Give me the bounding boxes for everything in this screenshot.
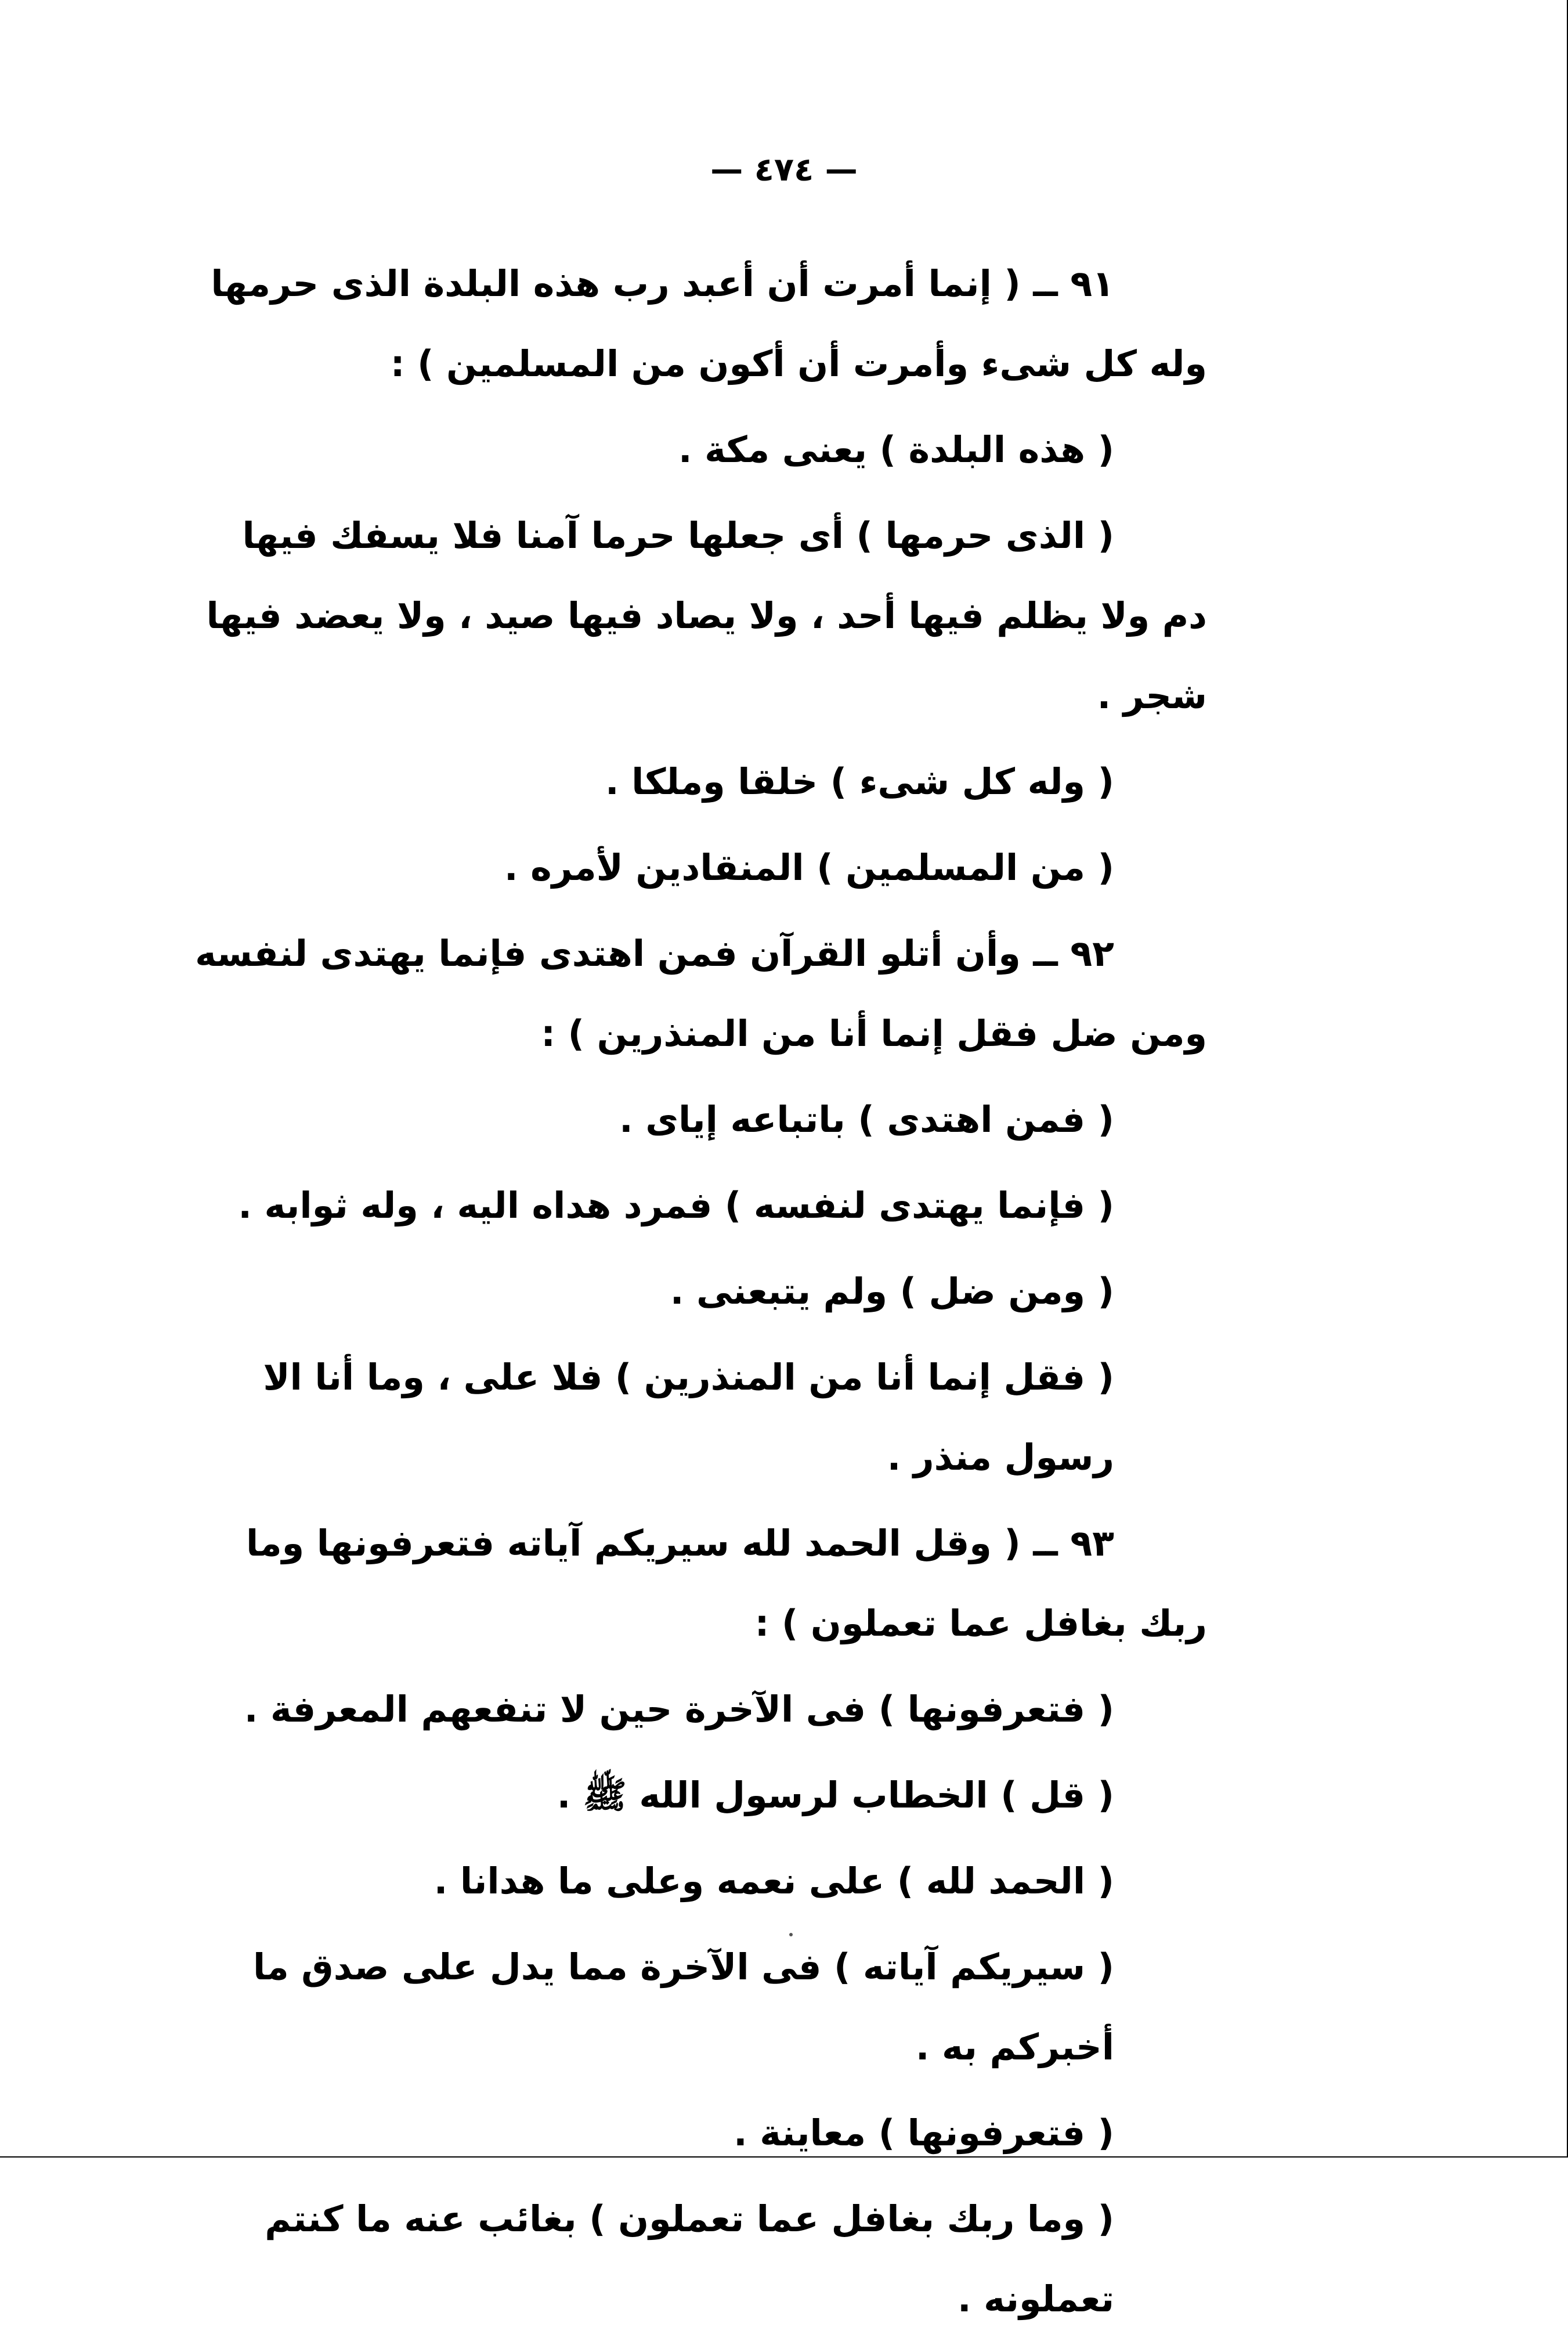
verse-paragraph: ٩٣ ــ ( وقل الحمد لله سيريكم آياته فتعرفونها وما ربك بغافل عما تعملون ) : [245,1522,1207,1644]
commentary-paragraph: ( الذى حرمها ) أى جعلها حرما آمنا فلا يسفك فيها دم ولا يظلم فيها أحد ، ولا يصاد فيها صيد ، ولا يعضد فيها شجر . [206,514,1207,717]
gloss-paragraph: ( فتعرفونها ) معاينة . [734,2112,1114,2154]
gloss-paragraph: ( وله كل شىء ) خلقا وملكا . [605,760,1114,803]
gloss-paragraph: ( قل ) الخطاب لرسول الله ﷺ . [557,1774,1114,1816]
verse-paragraph: ٩١ ــ ( إنما أمرت أن أعبد رب هذه البلدة الذى حرمها وله كل شىء وأمرت أن أكون من المسلمين ) : [211,262,1207,385]
verse-paragraph: ٩٢ ــ وأن أتلو القرآن فمن اهتدى فإنما يهتدى لنفسه ومن ضل فقل إنما أنا من المنذرين ) : [195,932,1207,1055]
gloss-paragraph: ( فمن اهتدى ) باتباعه إياى . [619,1098,1114,1141]
gloss-paragraph: ( من المسلمين ) المنقادين لأمره . [504,846,1114,889]
gloss-paragraph: ( فإنما يهتدى لنفسه ) فمرد هداه اليه ، وله ثوابه . [238,1184,1114,1226]
gloss-paragraph: ( ومن ضل ) ولم يتبعنى . [670,1270,1114,1312]
gloss-paragraph: ( فقل إنما أنا من المنذرين ) فلا على ، وما أنا الا رسول منذر . [263,1356,1114,1478]
scan-speck [789,1933,793,1936]
gloss-paragraph: ( هذه البلدة ) يعنى مكة . [678,428,1114,471]
text-body [186,244,1207,2345]
gloss-paragraph: ( الحمد لله ) على نعمه وعلى ما هدانا . [433,1860,1114,1902]
gloss-paragraph: ( وما ربك بغافل عما تعملون ) بغائب عنه ما كنتم تعملونه . [265,2198,1114,2320]
gloss-paragraph: ( فتعرفونها ) فى الآخرة حين لا تنفعهم المعرفة . [244,1688,1114,1730]
gloss-paragraph: ( سيريكم آياته ) فى الآخرة مما يدل على صدق ما أخبركم به . [253,1946,1114,2068]
page-number: — ٤٧٤ — [710,151,858,189]
